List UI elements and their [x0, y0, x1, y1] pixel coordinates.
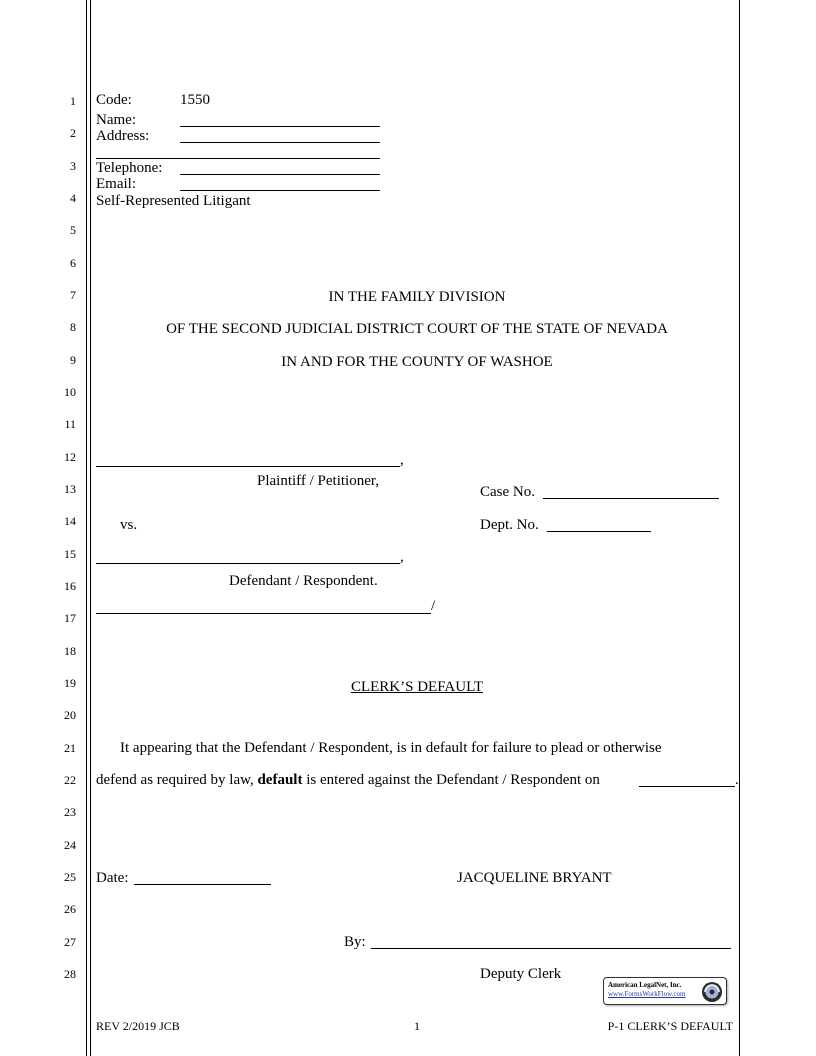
logo-website-link[interactable]: www.FormsWorkFlow.com	[608, 990, 686, 998]
case-number-field[interactable]	[543, 498, 719, 499]
line-number: 27	[64, 935, 76, 949]
name-label: Name:	[96, 112, 136, 128]
line-number: 6	[70, 256, 76, 270]
line-number: 4	[70, 191, 76, 205]
body-default-word: default	[257, 772, 303, 788]
body-line-2-start: defend as required by law,	[96, 772, 254, 788]
line-number: 18	[64, 644, 76, 658]
court-line-3: IN AND FOR THE COUNTY OF WASHOE	[281, 354, 553, 370]
address-field-line-1[interactable]	[180, 142, 380, 143]
litigant-status: Self-Represented Litigant	[96, 193, 251, 209]
deputy-signature-field[interactable]	[371, 948, 731, 949]
plaintiff-label: Plaintiff / Petitioner,	[257, 473, 380, 489]
line-number: 26	[64, 902, 76, 916]
line-number: 22	[64, 773, 76, 787]
body-line-1: It appearing that the Defendant / Respondent, is in default for failure to plead or otherwise	[120, 740, 662, 756]
line-number: 19	[64, 676, 76, 690]
document-title	[96, 679, 738, 696]
plaintiff-name-field[interactable]	[96, 466, 400, 467]
versus-label: vs.	[120, 517, 138, 533]
court-line-1: IN THE FAMILY DIVISION	[328, 289, 506, 305]
clerk-name: JACQUELINE BRYANT	[457, 870, 612, 886]
line-number: 9	[70, 353, 76, 367]
line-number: 14	[64, 514, 76, 528]
code-label: Code:	[96, 92, 132, 108]
line-number: 28	[64, 967, 76, 981]
defendant-label: Defendant / Respondent.	[229, 573, 378, 589]
body-line-2-end: is entered against the Defendant / Respondent on	[306, 772, 600, 788]
line-number: 10	[64, 385, 76, 399]
caption-closing-line	[96, 613, 431, 614]
line-number: 25	[64, 870, 76, 884]
line-number: 17	[64, 611, 76, 625]
line-number: 13	[64, 482, 76, 496]
address-label: Address:	[96, 128, 150, 144]
line-number: 7	[70, 288, 76, 302]
globe-icon	[700, 980, 724, 1004]
body-period: .	[735, 772, 739, 788]
line-number: 3	[70, 159, 76, 173]
line-number: 8	[70, 320, 76, 334]
line-number: 5	[70, 223, 76, 237]
email-field[interactable]	[180, 190, 380, 191]
date-field[interactable]	[134, 884, 271, 885]
dept-number-field[interactable]	[547, 531, 651, 532]
by-label: By:	[344, 934, 366, 950]
footer-page-number: 1	[414, 1019, 420, 1033]
caption-slash: /	[431, 598, 436, 614]
defendant-comma: ,	[400, 549, 404, 565]
footer-revision: REV 2/2019 JCB	[96, 1019, 180, 1033]
right-margin-rule	[739, 0, 740, 1056]
default-date-field[interactable]	[639, 786, 735, 787]
line-number: 1	[70, 94, 76, 108]
line-number: 12	[64, 450, 76, 464]
line-number: 15	[64, 547, 76, 561]
american-legalnet-logo[interactable]	[603, 977, 727, 1005]
court-line-2: OF THE SECOND JUDICIAL DISTRICT COURT OF THE STATE OF NEVADA	[166, 321, 668, 337]
plaintiff-comma: ,	[400, 452, 404, 468]
name-field[interactable]	[180, 126, 380, 127]
left-margin-rule-inner	[90, 0, 91, 1056]
logo-company-name: American LegalNet, Inc.	[608, 981, 682, 989]
defendant-name-field[interactable]	[96, 563, 400, 564]
line-number: 21	[64, 741, 76, 755]
line-number: 11	[64, 417, 76, 431]
line-number: 20	[64, 708, 76, 722]
line-number: 2	[70, 126, 76, 140]
footer-form-id: P-1 CLERK’S DEFAULT	[607, 1019, 733, 1033]
code-value: 1550	[180, 92, 210, 108]
email-label: Email:	[96, 176, 136, 192]
address-field-line-2[interactable]	[96, 158, 380, 159]
telephone-field[interactable]	[180, 174, 380, 175]
line-number: 23	[64, 805, 76, 819]
deputy-clerk-title: Deputy Clerk	[480, 966, 562, 982]
date-label: Date:	[96, 870, 129, 886]
case-number-label: Case No.	[480, 484, 535, 500]
line-number: 24	[64, 838, 76, 852]
telephone-label: Telephone:	[96, 160, 163, 176]
body-line-2	[96, 772, 600, 789]
dept-number-label: Dept. No.	[480, 517, 539, 533]
line-number: 16	[64, 579, 76, 593]
left-margin-rule-outer	[86, 0, 87, 1056]
document-title-text: CLERK’S DEFAULT	[350, 679, 484, 695]
